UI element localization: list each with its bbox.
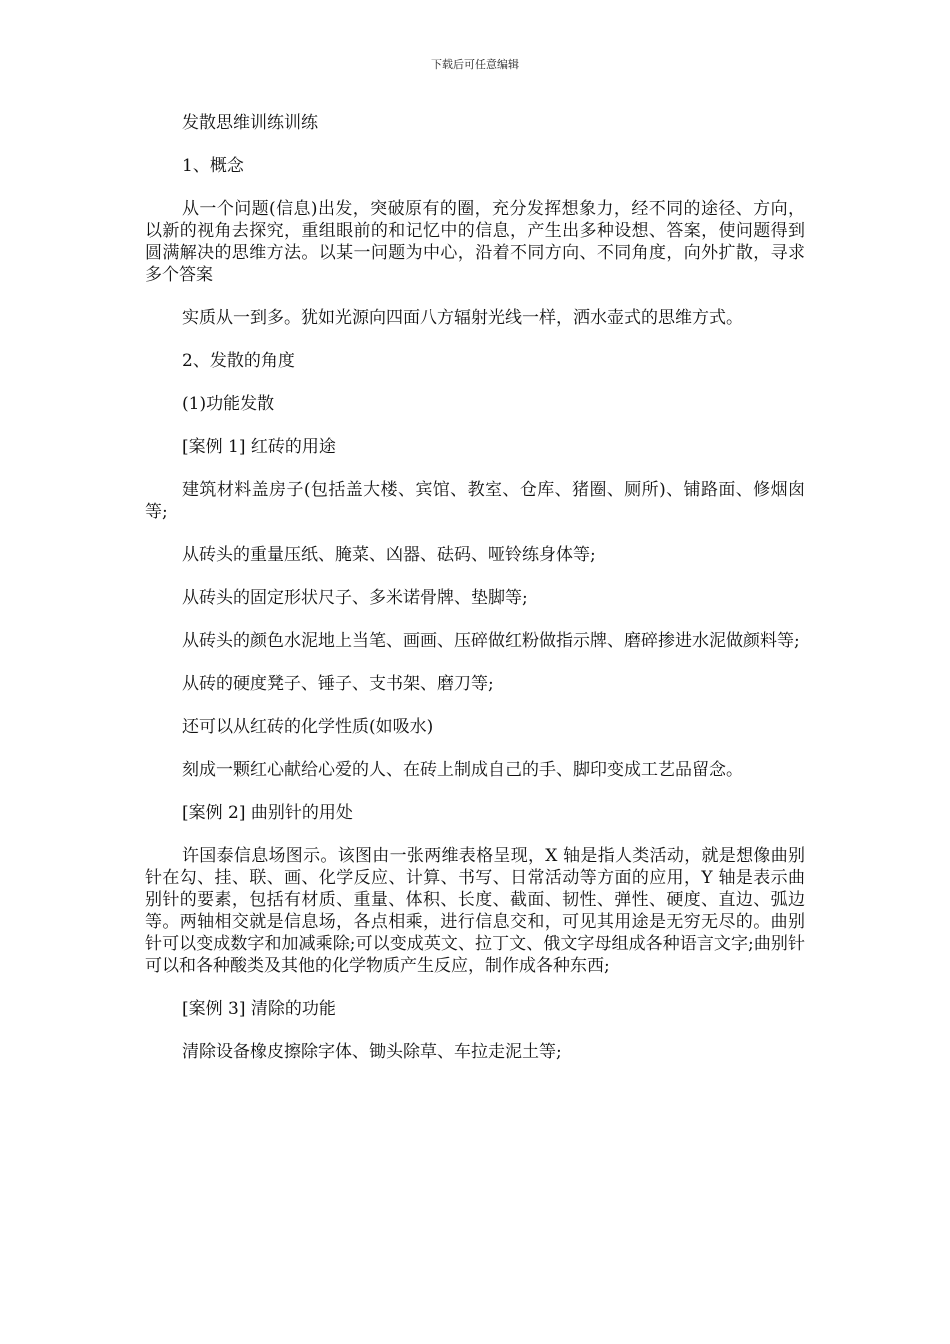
paragraph: 从砖头的固定形状尺子、多米诺骨牌、垫脚等;	[182, 588, 528, 608]
paragraph: 许国泰信息场图示。该图由一张两维表格呈现，X 轴是指人类活动，就是想像曲别针在勾、挂、联、画、化学反应、计算、书写、日常活动等方面的应用，Y 轴是表示曲别针的要素，包括有材质、重量、体积、长度、截面、韧性、弹性、硬度、直边、弧边等。两轴相交就是信息场，各点相乘，进行信息交和，可见其用途是无穷无尽的。曲别针可以变成数字和加减乘除;可以变成英文、拉丁文、俄文字母组成各种语言文字;曲别针可以和各种酸类及其他的化学物质产生反应，制作成各种东西;	[145, 846, 805, 976]
case-heading: [案例 3] 清除的功能	[182, 999, 336, 1019]
subsection-heading: (1)功能发散	[182, 394, 275, 414]
paragraph: 从砖的硬度凳子、锤子、支书架、磨刀等;	[182, 674, 494, 694]
case-heading: [案例 1] 红砖的用途	[182, 437, 336, 457]
section-heading-angles: 2、发散的角度	[182, 351, 295, 371]
paragraph: 从砖头的重量压纸、腌菜、凶器、砝码、哑铃练身体等;	[182, 545, 596, 565]
paragraph: 刻成一颗红心献给心爱的人、在砖上制成自己的手、脚印变成工艺品留念。	[182, 760, 743, 780]
paragraph: 从砖头的颜色水泥地上当笔、画画、压碎做红粉做指示牌、磨碎掺进水泥做颜料等;	[182, 631, 800, 651]
case-heading: [案例 2] 曲别针的用处	[182, 803, 353, 823]
paragraph: 建筑材料盖房子(包括盖大楼、宾馆、教室、仓库、猪圈、厕所)、铺路面、修烟囱等;	[145, 480, 805, 522]
paragraph: 实质从一到多。犹如光源向四面八方辐射光线一样，洒水壶式的思维方式。	[182, 308, 743, 328]
document-body	[145, 112, 805, 1084]
paragraph: 清除设备橡皮擦除字体、锄头除草、车拉走泥土等;	[182, 1042, 562, 1062]
page-header: 下载后可任意编辑	[431, 58, 519, 71]
paragraph: 从一个问题(信息)出发，突破原有的圈，充分发挥想象力，经不同的途径、方向，以新的视角去探究，重组眼前的和记忆中的信息，产生出多种设想、答案，使问题得到圆满解决的思维方法。以某一问题为中心，沿着不同方向、不同角度，向外扩散，寻求多个答案	[145, 199, 805, 285]
document-title: 发散思维训练训练	[182, 113, 318, 133]
section-heading-concept: 1、概念	[182, 156, 244, 176]
paragraph: 还可以从红砖的化学性质(如吸水)	[182, 717, 434, 737]
